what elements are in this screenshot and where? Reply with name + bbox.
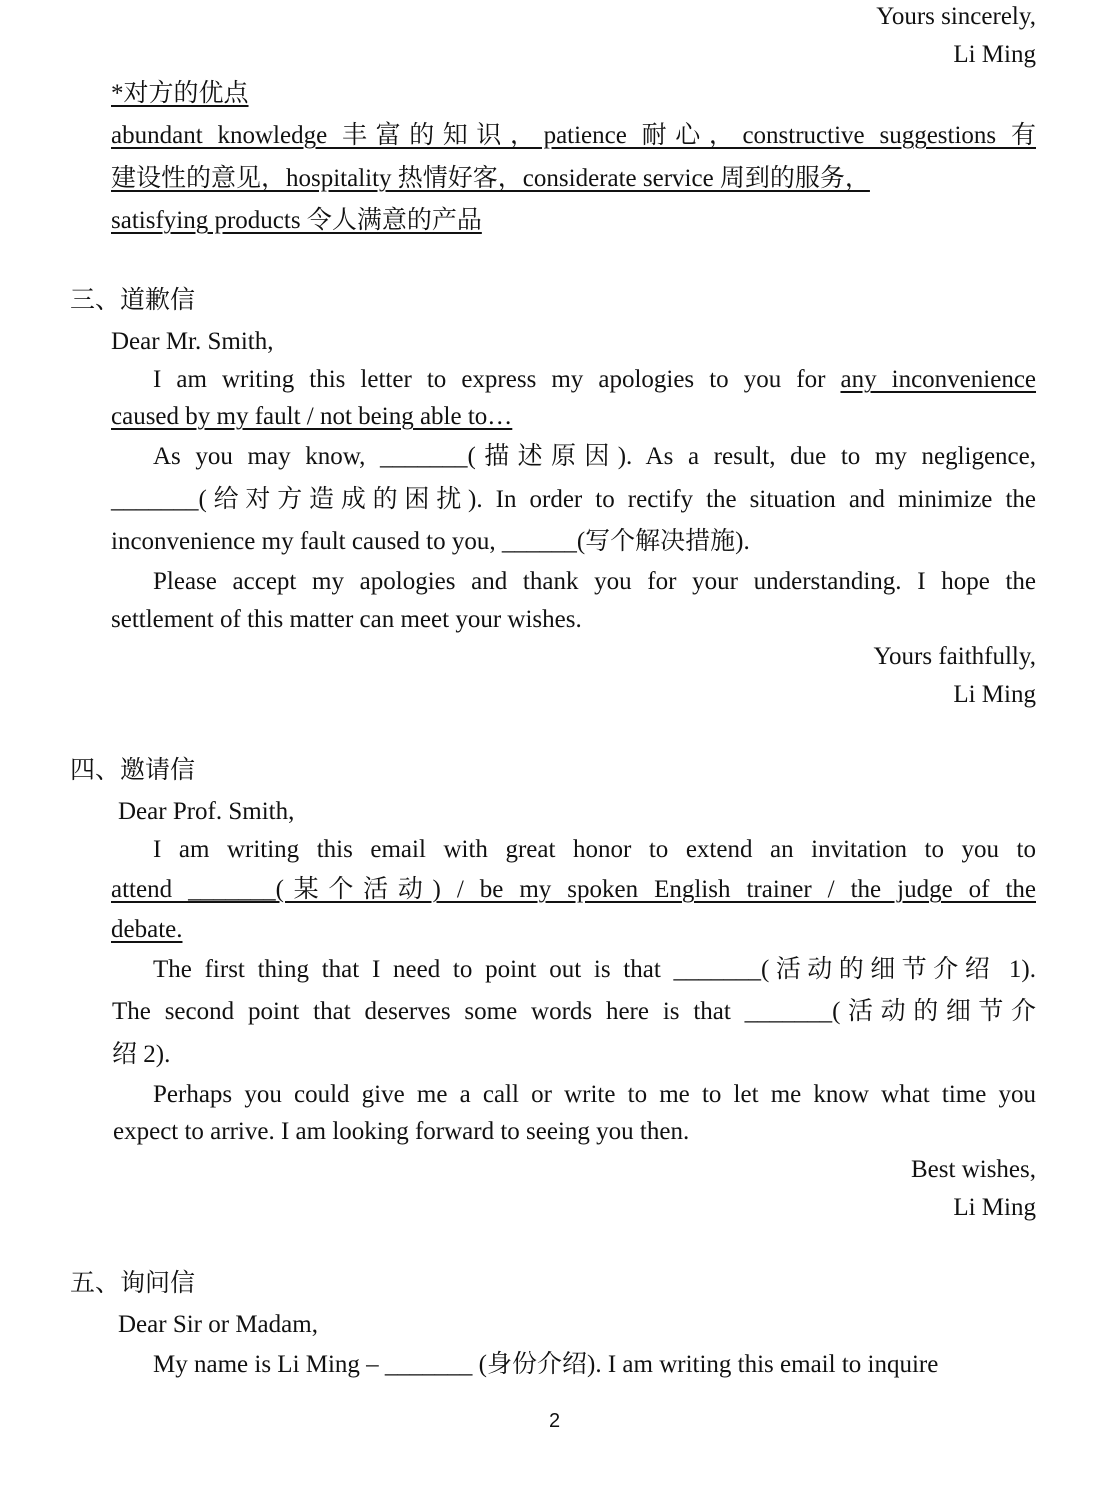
underlined-phrase: any inconvenience bbox=[840, 366, 1037, 393]
paragraph-line: debate. bbox=[111, 916, 183, 943]
paragraph-line: I am writing this email with great honor to extend an invitation to you to bbox=[153, 836, 1036, 863]
signature: Li Ming bbox=[953, 1194, 1036, 1221]
paragraph-line: Perhaps you could give me a call or write to me to let me know what time you bbox=[153, 1081, 1036, 1108]
paragraph-line: My name is Li Ming – _______ (身份介绍). I am writing this email to inquire bbox=[153, 1351, 939, 1378]
paragraph-line: expect to arrive. I am looking forward to seeing you then. bbox=[113, 1118, 690, 1145]
paragraph-line bbox=[153, 367, 1036, 392]
signature: Li Ming bbox=[953, 41, 1036, 68]
paragraph-line: The first thing that I need to point out is that _______(活动的细节介绍 1). bbox=[153, 956, 1036, 983]
paragraph-line: attend _______(某个活动) / be my spoken English trainer / the judge of the bbox=[111, 876, 1036, 903]
closing-line: Best wishes, bbox=[911, 1156, 1036, 1183]
merits-heading: *对方的优点 bbox=[111, 80, 249, 107]
section-heading-inquiry: 五、询问信 bbox=[70, 1270, 196, 1297]
section-heading-invitation: 四、邀请信 bbox=[70, 757, 196, 784]
salutation: Dear Prof. Smith, bbox=[118, 798, 295, 825]
signature: Li Ming bbox=[953, 681, 1036, 708]
salutation: Dear Sir or Madam, bbox=[118, 1311, 318, 1338]
paragraph-line: inconvenience my fault caused to you, ______(写个解决措施). bbox=[111, 528, 750, 555]
merits-line: abundant knowledge 丰富的知识，patience 耐心，constructive suggestions 有 bbox=[111, 122, 1036, 149]
closing-line: Yours sincerely, bbox=[876, 3, 1036, 30]
paragraph-line: As you may know, _______(描述原因). As a result, due to my negligence, bbox=[153, 443, 1036, 470]
paragraph-line: settlement of this matter can meet your wishes. bbox=[111, 606, 582, 633]
paragraph-line: 绍 2). bbox=[112, 1041, 171, 1068]
page-number: 2 bbox=[548, 1410, 561, 1432]
merits-line: 建设性的意见，hospitality 热情好客，considerate service 周到的服务， bbox=[111, 165, 870, 192]
salutation: Dear Mr. Smith, bbox=[111, 328, 274, 355]
closing-line: Yours faithfully, bbox=[873, 643, 1036, 670]
paragraph-line: The second point that deserves some words here is that _______(活动的细节介 bbox=[112, 998, 1036, 1025]
paragraph-line: caused by my fault / not being able to… bbox=[111, 403, 513, 430]
section-heading-apology: 三、道歉信 bbox=[70, 287, 196, 314]
text-span: I am writing this letter to express my apologies to you for bbox=[153, 366, 841, 393]
paragraph-line: Please accept my apologies and thank you for your understanding. I hope the bbox=[153, 568, 1036, 595]
paragraph-line: _______(给对方造成的困扰). In order to rectify the situation and minimize the bbox=[111, 486, 1036, 513]
merits-line: satisfying products 令人满意的产品 bbox=[111, 207, 482, 234]
